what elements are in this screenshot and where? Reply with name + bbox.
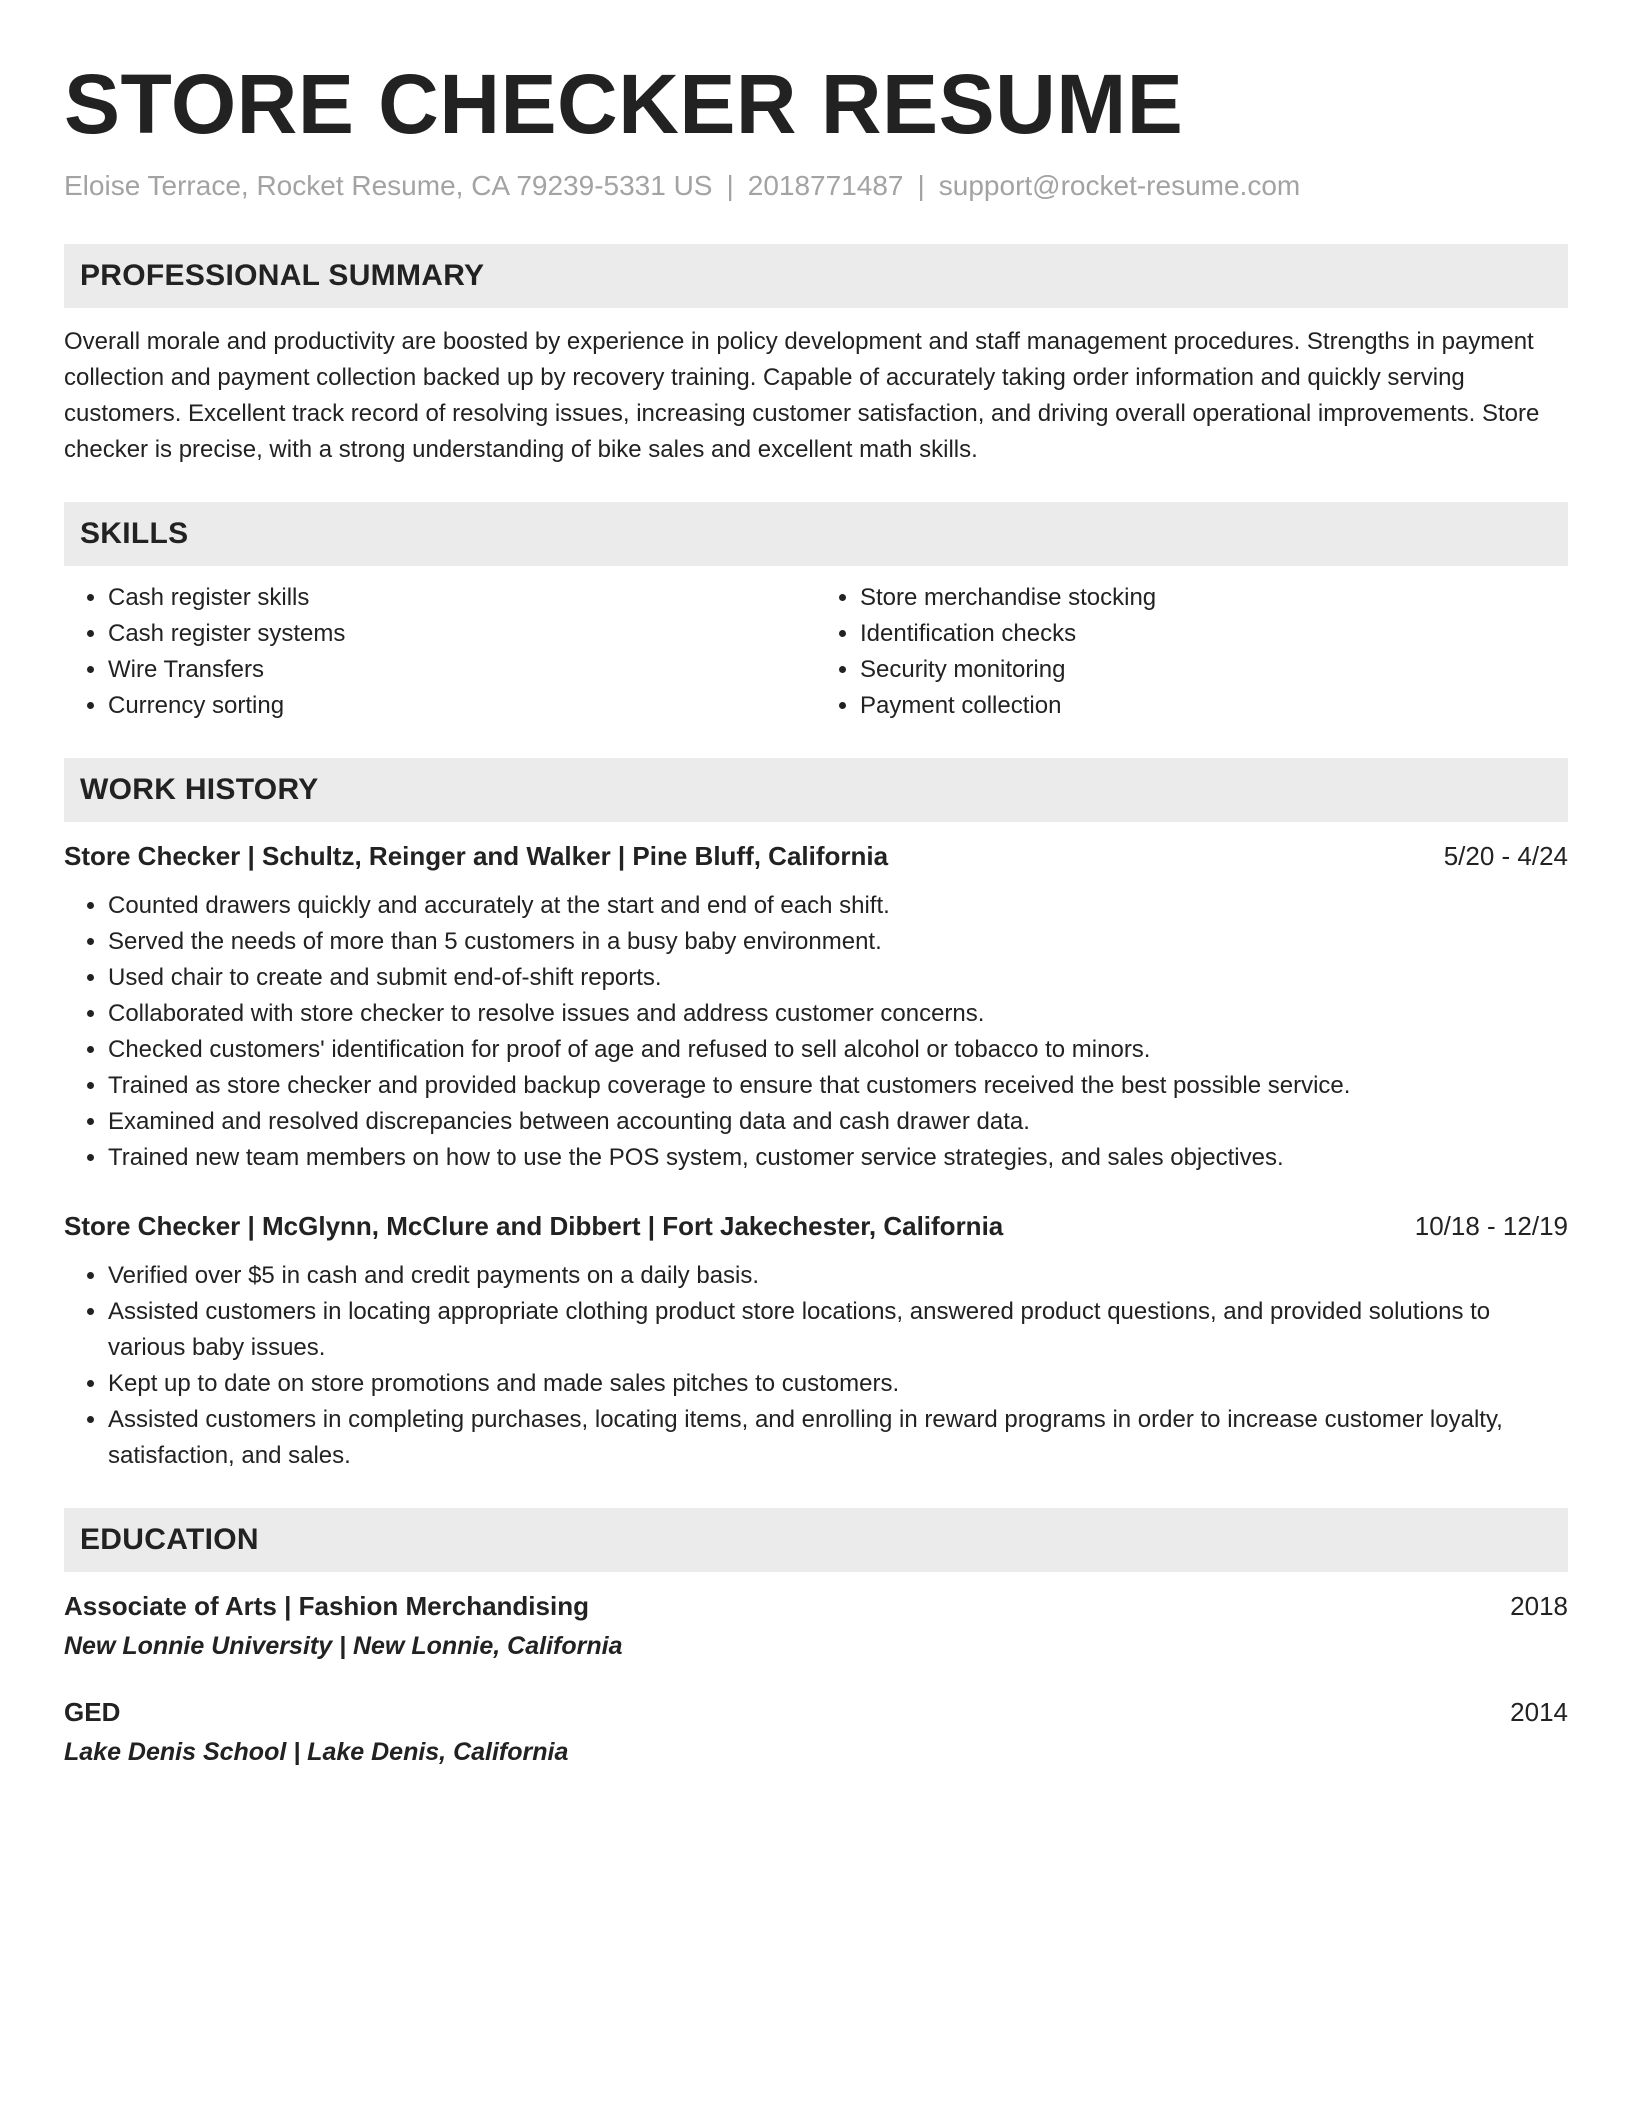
skill-item: • Cash register systems	[108, 616, 816, 652]
education-heading: EDUCATION	[64, 1508, 1568, 1572]
education-header	[64, 1588, 1568, 1624]
education-header	[64, 1694, 1568, 1730]
skills-list-left	[64, 580, 816, 724]
skill-item: • Identification checks	[860, 616, 1568, 652]
skill-item: • Cash register skills	[108, 580, 816, 616]
skills-heading: SKILLS	[64, 502, 1568, 566]
job-bullets	[64, 1258, 1568, 1474]
job-bullet: • Collaborated with store checker to resolve issues and address customer concerns.	[108, 996, 1568, 1032]
job-header	[64, 1208, 1568, 1244]
skill-item: • Wire Transfers	[108, 652, 816, 688]
skills-section	[64, 502, 1568, 724]
job-bullet: • Assisted customers in completing purchases, locating items, and enrolling in reward programs in order to increase customer loyalty, satisfaction, and sales.	[108, 1402, 1568, 1474]
contact-separator: |	[917, 170, 925, 201]
contact-phone: 2018771487	[747, 170, 904, 201]
job-dates: 10/18 - 12/19	[1414, 1211, 1568, 1241]
contact-address: Eloise Terrace, Rocket Resume, CA 79239-5331 US	[64, 170, 713, 201]
job-bullet: • Counted drawers quickly and accurately at the start and end of each shift.	[108, 888, 1568, 924]
job-entry	[64, 838, 1568, 1176]
education-year: 2018	[1510, 1591, 1568, 1621]
job-bullet: • Kept up to date on store promotions and made sales pitches to customers.	[108, 1366, 1568, 1402]
job-dates: 5/20 - 4/24	[1443, 841, 1568, 871]
education-degree: Associate of Arts | Fashion Merchandising	[64, 1591, 589, 1621]
summary-section	[64, 244, 1568, 468]
education-school: New Lonnie University | New Lonnie, California	[64, 1632, 623, 1660]
skill-item: • Currency sorting	[108, 688, 816, 724]
skills-list-right	[816, 580, 1568, 724]
summary-heading: PROFESSIONAL SUMMARY	[64, 244, 1568, 308]
education-entry	[64, 1588, 1568, 1664]
contact-line	[64, 168, 1568, 204]
skill-item: • Store merchandise stocking	[860, 580, 1568, 616]
job-bullet: • Examined and resolved discrepancies between accounting data and cash drawer data.	[108, 1104, 1568, 1140]
education-section	[64, 1508, 1568, 1770]
job-bullet: • Used chair to create and submit end-of-shift reports.	[108, 960, 1568, 996]
contact-separator: |	[726, 170, 734, 201]
job-bullet: • Verified over $5 in cash and credit payments on a daily basis.	[108, 1258, 1568, 1294]
skill-item: • Payment collection	[860, 688, 1568, 724]
job-bullet: • Trained new team members on how to use the POS system, customer service strategies, and sales objectives.	[108, 1140, 1568, 1176]
job-bullets	[64, 888, 1568, 1176]
job-header	[64, 838, 1568, 874]
education-year: 2014	[1510, 1697, 1568, 1727]
education-school: Lake Denis School | Lake Denis, California	[64, 1738, 569, 1766]
job-title: Store Checker | Schultz, Reinger and Walker | Pine Bluff, California	[64, 841, 889, 871]
job-bullet: • Checked customers' identification for proof of age and refused to sell alcohol or tobacco to minors.	[108, 1032, 1568, 1068]
job-title: Store Checker | McGlynn, McClure and Dibbert | Fort Jakechester, California	[64, 1211, 1004, 1241]
skill-item: • Security monitoring	[860, 652, 1568, 688]
job-entry	[64, 1208, 1568, 1474]
work-section	[64, 758, 1568, 1474]
summary-text: Overall morale and productivity are boosted by experience in policy development and staff management procedures. Strengths in payment collection and payment collection backed up by recovery training. Capable of accurately taking order information and quickly serving customers. Excellent track record of resolving issues, increasing customer satisfaction, and driving overall operational improvements. Store checker is precise, with a strong understanding of bike sales and excellent math skills.	[64, 328, 1540, 463]
job-bullet: • Served the needs of more than 5 customers in a busy baby environment.	[108, 924, 1568, 960]
contact-email: support@rocket-resume.com	[938, 170, 1301, 201]
job-bullet: • Trained as store checker and provided backup coverage to ensure that customers received the best possible service.	[108, 1068, 1568, 1104]
work-heading: WORK HISTORY	[64, 758, 1568, 822]
education-degree: GED	[64, 1697, 121, 1727]
resume-title: STORE CHECKER RESUME	[64, 57, 1184, 151]
job-bullet: • Assisted customers in locating appropriate clothing product store locations, answered product questions, and provided solutions to various baby issues.	[108, 1294, 1568, 1366]
education-entry	[64, 1694, 1568, 1770]
skills-columns	[64, 580, 1568, 724]
